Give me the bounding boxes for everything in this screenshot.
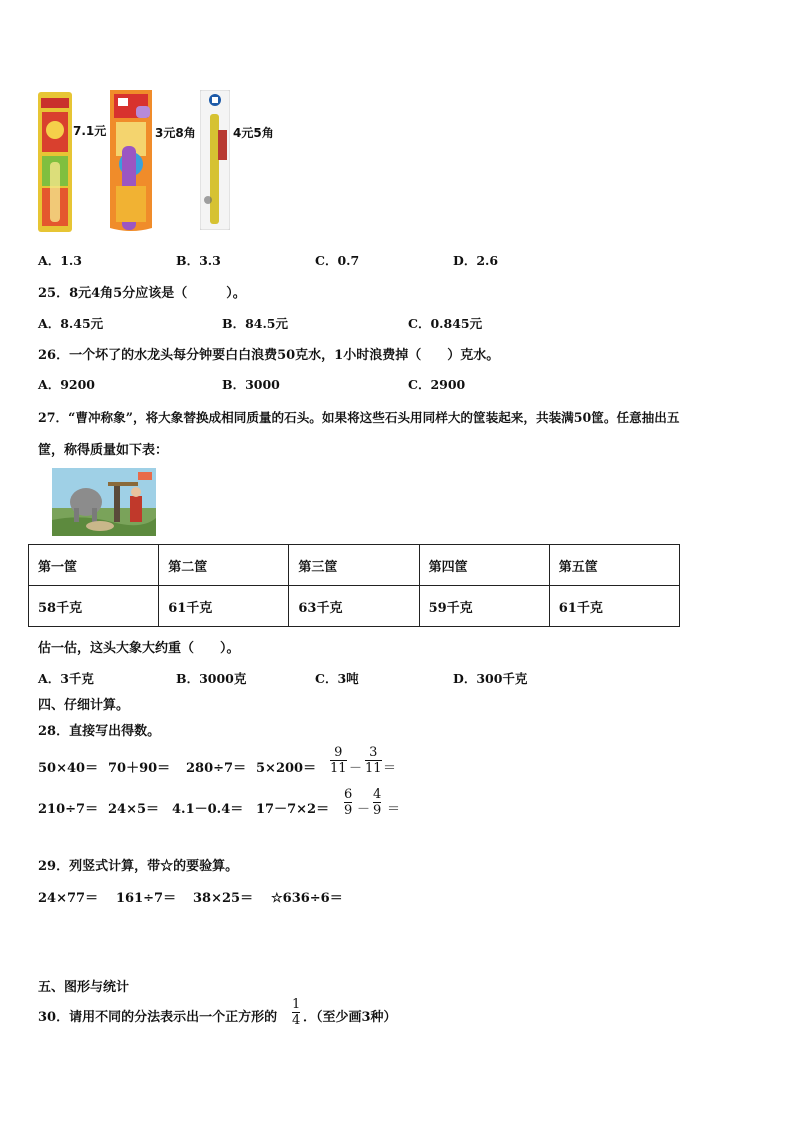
table-header-cell: 第五筐 [549, 545, 679, 586]
table-cell: 59千克 [419, 586, 549, 627]
q28-expr: 5×200＝ [256, 761, 317, 776]
table-header-row [29, 545, 680, 586]
table-cell: 61千克 [549, 586, 679, 627]
fraction: 6 9 [344, 787, 353, 818]
q26-option-a[interactable]: A．9200 [38, 377, 95, 392]
q25-stem: 25．8元4角5分应该是（ ）。 [38, 286, 246, 301]
q28-expr: 70＋90＝ [108, 761, 171, 776]
q30-stem-suffix: ．（至少画3种） [303, 1010, 397, 1025]
q28-expr: 50×40＝ [38, 761, 99, 776]
q29-expr: 161÷7＝ [116, 891, 177, 906]
q28-stem: 28．直接写出得数。 [38, 724, 161, 739]
q29-expr: 38×25＝ [193, 891, 254, 906]
q24-option-c[interactable]: C．0.7 [315, 253, 360, 268]
minus-sign: － [349, 761, 363, 776]
q25-option-a[interactable]: A．8.45元 [38, 316, 104, 331]
q27-stem-line1: 27．“曹冲称象”，将大象替换成相同质量的石头。如果将这些石头用同样大的筐装起来，共装满50筐。任意抽出五 [38, 410, 680, 425]
basket-weight-table [28, 544, 680, 627]
fraction: 4 9 [373, 787, 382, 818]
q28-expr: 24×5＝ [108, 802, 160, 817]
q28-expr: 17－7×2＝ [256, 802, 330, 817]
table-cell: 61千克 [159, 586, 289, 627]
q28-expr: 210÷7＝ [38, 802, 99, 817]
toothbrush-image-3 [200, 90, 230, 230]
section-4-heading: 四、仔细计算。 [38, 698, 130, 713]
minus-sign: － [357, 802, 371, 817]
toothbrush-image-1 [38, 92, 72, 232]
elephant-weighing-illustration [52, 468, 156, 536]
price-label-2: 3元8角 [155, 126, 196, 140]
equals-sign: ＝ [383, 761, 397, 776]
price-label-3: 4元5角 [233, 126, 274, 140]
q30-stem: 30．请用不同的分法表示出一个正方形的 [38, 1010, 278, 1025]
fraction: 9 11 [330, 745, 347, 776]
q26-option-c[interactable]: C．2900 [408, 377, 466, 392]
q27-option-c[interactable]: C．3吨 [315, 671, 359, 686]
q29-expr: ☆636÷6＝ [271, 891, 343, 906]
fraction-one-quarter: 1 4 [292, 997, 301, 1028]
q26-option-b[interactable]: B．3000 [222, 377, 280, 392]
table-header-cell: 第三筐 [289, 545, 419, 586]
q28-expr: 280÷7＝ [186, 761, 247, 776]
q27-option-a[interactable]: A．3千克 [38, 671, 94, 686]
table-cell: 58千克 [29, 586, 159, 627]
q28-expr: 4.1－0.4＝ [172, 802, 244, 817]
q27-option-b[interactable]: B．3000克 [176, 671, 247, 686]
q27-question: 估一估，这头大象大约重（ ）。 [38, 641, 240, 656]
table-header-cell: 第四筐 [419, 545, 549, 586]
q29-expr: 24×77＝ [38, 891, 99, 906]
q29-stem: 29．列竖式计算，带☆的要验算。 [38, 859, 239, 874]
equals-sign: ＝ [387, 802, 401, 817]
section-5-heading: 五、图形与统计 [38, 980, 130, 995]
q24-option-b[interactable]: B．3.3 [176, 253, 221, 268]
table-header-cell: 第二筐 [159, 545, 289, 586]
table-header-cell: 第一筐 [29, 545, 159, 586]
q24-option-a[interactable]: A．1.3 [38, 253, 82, 268]
q25-option-c[interactable]: C．0.845元 [408, 316, 483, 331]
fraction: 3 11 [365, 745, 382, 776]
q27-stem-line2: 筐，称得质量如下表： [38, 443, 169, 458]
q25-option-b[interactable]: B．84.5元 [222, 316, 289, 331]
table-cell: 63千克 [289, 586, 419, 627]
toothbrush-image-2 [108, 86, 154, 234]
q27-option-d[interactable]: D．300千克 [453, 671, 528, 686]
q26-stem: 26．一个坏了的水龙头每分钟要白白浪费50克水，1小时浪费掉（ ）克水。 [38, 348, 500, 363]
price-label-1: 7.1元 [73, 124, 107, 138]
table-row [29, 586, 680, 627]
q24-option-d[interactable]: D．2.6 [453, 253, 499, 268]
